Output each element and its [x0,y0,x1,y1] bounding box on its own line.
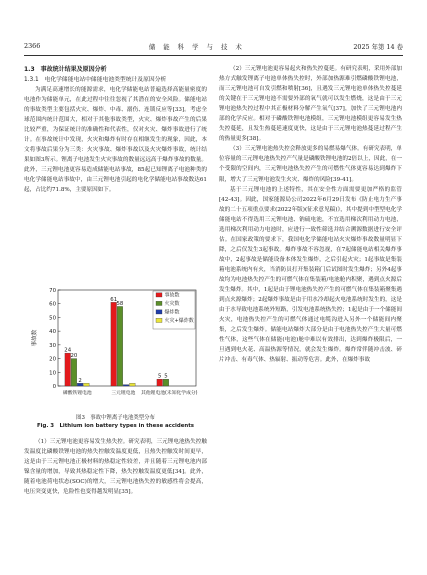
bar [117,306,123,386]
data-label: 20 [70,353,78,360]
figure-3 [24,282,207,414]
page-number: 2366 [24,42,41,50]
y-tick-label: 60 [49,301,56,308]
left-column-bottom [24,437,207,497]
left-paragraph-2: （1）三元锂电池更容易发生热失控。研究表明，三元锂电池热失控触发温度比磷酸铁锂电池的热失控触发温度更低，且热失控触发时间更早，这是由于三元锂电池正极材料的热稳定性较差，并且随着三元锂电池内部镍含量的增加，导致其热稳定性下降，热失控触发温度更低[34]。此外，随着电池荷电状态(SOC)的增大，三元锂电池热失控的敏感性将会提高，电压突变更快，危险性也变得越发明显[35]。 [24,439,207,496]
journal-title: 储 能 科 学 与 技 术 [148,42,245,51]
bar-chart [24,282,207,414]
legend-swatch [156,318,162,322]
right-paragraph-3: 基于三元锂电池的上述特性，其在安全性方面需要更加严格的监管[42-43]。因此，国家能源局公司2022年6月29日发布《防止电力生产事故的二十五项重点要求(2022年版)(征求意见稿)》，其中提到中型型电化学储能电站不得选用三元锂电池、钠硫电池，不宜选用梯次利用动力电池，选用梯次利用动力电池时，应进行一致性筛选并结合溯源数据进行安全评估。在国家政策的要求下，我国电化学储能电站火灾爆炸事故数量明显下降，之后仅发生3起事故。爆炸事故不容忽视，在7起储能电站相关爆炸事故中，2起事故是储能设备本体发生爆炸，之后引起火灾；1起事故是集装箱电池系统内有火，当消防员打开集装箱门后试图时发生爆炸；另外4起事故均为电池热失控产生的可燃气体在集装箱/电池舱内积聚，遇到点火源后发生爆炸。其中，1起是由于锂电池热失控产生的可燃气体在集装箱聚集遇到点火源爆炸；2起爆炸事故是由于用水冷却起火电池系统时发生的，这是由于水导致电池系统外短路，引发电池系统热失控；1起是由于一个储能间火灾，电池热失控产生的可燃气体通过电缆沟进入另外一个储能间内聚集，之后发生爆炸。储能电站爆炸大部分是由于电池热失控产生大量可燃性气体，这些气体在储能(电池)舱中难以有效排出，达到爆炸极限后，一旦遇到电火花、高温热源等情况，就会发生爆炸。爆炸常伴随冲击波、碎片冲击、有毒气体、热辐射、振动等危害。此外，在爆炸事故 [219,186,402,364]
y-tick-label: 10 [49,370,56,377]
y-tick-label: 50 [49,315,56,322]
x-tick-label: 其他锂电池(未知化学成分) [141,391,198,396]
y-axis-label: 事故数 [32,329,38,347]
bar [163,379,169,386]
data-label: 2 [78,377,82,384]
bar [130,383,136,386]
issue-label: 2025 年第 14 卷 [353,42,403,51]
y-tick-label: 30 [49,342,56,349]
bar [157,379,163,386]
section-title: 1.3 事故统计结果及原因分析 [24,66,107,73]
data-label: 58 [116,300,124,307]
right-paragraph-1: （2）三元锂电池更容易起火和热失控蔓延。有研究表明，采用外部加热方式触发锂离子电池单体热失控时，外部加热源难引燃磷酸铁锂电池，而三元锂电池可自发引燃和喷射[36]，且遇发三元锂电池单体热失控蔓延的关键在于三元锂电池不需要外部的氧气就可以发生燃烧，这是由于三元锂电池热失控过程中其正极材料分解产生氧气[37]，加快了三元锂电池内部的化学反应。相对于磷酸铁锂电池模组，三元锂电池模组更容易发生热失控蔓延，且发生热蔓延速度更快，这是由于三元锂电池热蔓延过程产生的热量更多[38]。 [219,66,402,143]
data-label: 5 [164,373,168,380]
x-tick-label: 磷酸铁锂电池 [62,391,92,396]
y-tick-label: 0 [52,384,56,390]
legend-label: 爆炸数 [164,309,180,316]
legend-label: 事故数 [164,292,180,299]
data-label: 5 [158,373,162,380]
right-paragraph-2: （3）三元锂电池热失控会释放更多的易燃易爆气体。有研究表明，单位容量的三元锂电池热失控产气量是磷酸铁锂电池的2倍以上，因此，在一个受限的空间内，三元锂电池热失控产生的可燃性气体更容易达到爆炸下限，增大了三元锂电池发生火灾、爆炸的风险[39-41]。 [219,146,402,183]
legend-swatch [156,293,162,297]
bar [71,359,77,386]
left-column-top [24,64,207,196]
bar [123,385,129,386]
y-tick-label: 20 [49,356,56,363]
y-tick-label: 40 [49,329,56,336]
legend-swatch [156,301,162,305]
subsection-title: 1.3.1 电化学储能电站中储能电池类型统计及原因分析 [24,77,167,83]
figure-caption-cn: 图3 事故中锂离子电池类型分布 [76,415,155,421]
data-label: 61 [110,296,118,303]
header-rule [24,55,403,56]
left-paragraph-1: 为满足高速增长的能源需求，电化学储能电站普遍选择高能量密度的电池作为储能单元，在此过程中往往忽视了其潜在的安全风险。储能电站的事故类型主要包括火灾、爆炸、中毒、溺伤、连锁反应等[33]。考虑全球范围内统计范围大，相对于其他事故类型，火灾、爆炸事故产生的后果比较严重，为保证统计的准确性和代表性，仅对火灾、爆炸事故进行了统计。在事故统计中发现，火灾和爆炸有时存在相继发生的现象，因此，本文将事故后果分为三类：火灾事故、爆炸事故以及火灾爆炸事故，统计结果如图3所示。锂离子电池发生火灾事故的数量远远高于爆炸事故的数量。此外，三元锂电池更容易造成储能电站事故，85起已知锂离子电池种类的电化学储能电站事故中，由三元锂电池引起的电化学储能电站事故数达61起，占比约71.8%，主要原因如下。 [24,87,207,194]
x-tick-label: 三元锂电池 [111,391,136,396]
figure-caption-en: Fig. 3 Lithium ion battery types in these accidents [36,423,195,429]
legend-label: 火灾+爆炸数 [164,318,194,325]
right-column [219,64,402,365]
legend-swatch [156,310,162,314]
bar [84,383,90,386]
data-label: 24 [64,347,72,354]
bar [111,302,117,386]
legend-label: 火灾数 [164,301,180,308]
page-header [24,40,403,52]
y-tick-label: 70 [49,288,56,294]
